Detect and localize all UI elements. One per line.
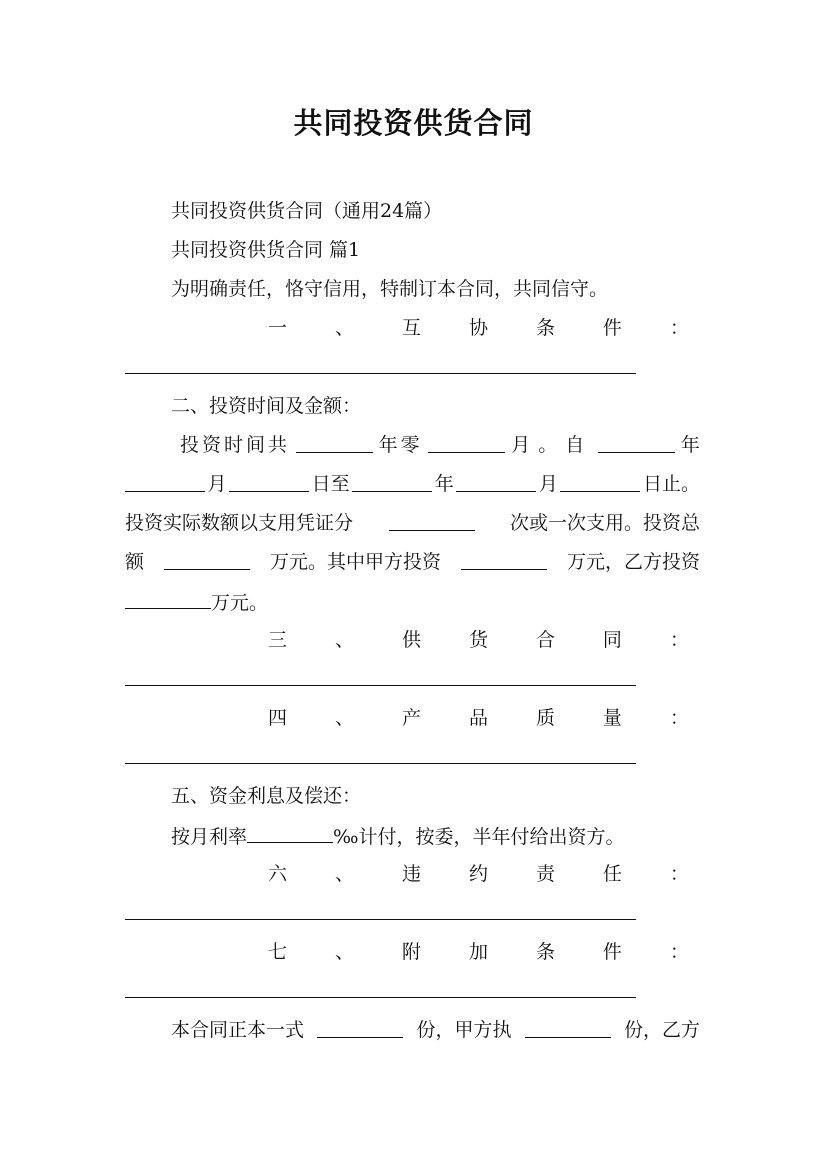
text-span: 投资时间共	[180, 434, 291, 456]
heading-char: 约	[468, 863, 488, 885]
heading-char: ：	[669, 941, 689, 963]
blank-field	[560, 471, 640, 492]
clause-heading-2: 二、投资时间及金额：	[171, 395, 362, 417]
blank-field	[229, 471, 309, 492]
paragraph-line	[171, 1017, 700, 1043]
text-span: 份，乙方	[623, 1019, 700, 1041]
heading-char: 品	[468, 707, 488, 729]
heading-char: 加	[468, 941, 488, 963]
heading-char: 六	[268, 863, 288, 885]
heading-char: 件	[602, 317, 622, 339]
text-span: 额	[125, 551, 145, 573]
blank-field	[164, 549, 250, 570]
heading-char: 条	[535, 941, 555, 963]
heading-char: 产	[401, 707, 421, 729]
text-span: 次或一次支用。投资总	[509, 512, 700, 534]
fill-in-line	[125, 763, 636, 764]
heading-char: 附	[401, 941, 421, 963]
heading-char: 、	[334, 863, 354, 885]
clause-heading-5: 五、资金利息及偿还：	[171, 785, 362, 807]
heading-char: ：	[669, 863, 689, 885]
text-span: 年	[680, 434, 700, 456]
heading-char: 任	[602, 863, 622, 885]
blank-field	[125, 471, 205, 492]
text-span: 万元。	[211, 592, 269, 614]
blank-field	[461, 549, 547, 570]
clause-heading-1	[268, 315, 689, 341]
heading-char: 协	[468, 317, 488, 339]
text-span: 投资实际数额以支用凭证分	[125, 512, 354, 534]
blank-field	[125, 588, 211, 609]
text-span: ‰计付，按委，半年付给出资方。	[333, 826, 625, 848]
blank-field	[317, 1017, 403, 1038]
subtitle: 共同投资供货合同（通用24篇）	[171, 200, 443, 222]
blank-field	[389, 510, 475, 531]
heading-char: 同	[602, 629, 622, 651]
heading-char: ：	[669, 707, 689, 729]
intro-paragraph: 为明确责任，恪守信用，特制订本合同，共同信守。	[171, 278, 609, 300]
blank-field	[352, 471, 432, 492]
blank-field	[247, 822, 333, 843]
blank-field	[428, 432, 505, 453]
heading-char: ：	[669, 317, 689, 339]
heading-char: 三	[268, 629, 288, 651]
heading-char: 、	[334, 707, 354, 729]
heading-char: 量	[602, 707, 622, 729]
heading-char: 、	[334, 941, 354, 963]
heading-char: 一	[268, 317, 288, 339]
heading-char: 、	[334, 317, 354, 339]
paragraph-line	[125, 510, 700, 536]
heading-char: ：	[669, 629, 689, 651]
clause-heading-4	[268, 705, 689, 731]
paragraph-line	[125, 549, 700, 575]
heading-char: 互	[401, 317, 421, 339]
fill-in-line	[125, 919, 636, 920]
text-span: 按月利率	[171, 826, 248, 848]
heading-char: 、	[334, 629, 354, 651]
heading-char: 货	[468, 629, 488, 651]
text-span: 日至	[311, 473, 350, 495]
text-span: 月。自	[511, 434, 593, 456]
paragraph-line	[180, 432, 700, 458]
blank-field	[296, 432, 373, 453]
text-span: 万元，乙方投资	[566, 551, 700, 573]
blank-field	[456, 471, 536, 492]
text-span: 份，甲方执	[416, 1019, 512, 1041]
blank-field	[598, 432, 675, 453]
blank-field	[525, 1017, 611, 1038]
heading-char: 供	[401, 629, 421, 651]
heading-char: 七	[268, 941, 288, 963]
text-span: 年零	[378, 434, 423, 456]
text-span: 万元。其中甲方投资	[269, 551, 441, 573]
paragraph-line	[125, 471, 700, 497]
clause-heading-6	[268, 861, 689, 887]
paragraph-line	[171, 822, 625, 850]
text-span: 月	[538, 473, 558, 495]
fill-in-line	[125, 685, 636, 686]
heading-char: 质	[535, 707, 555, 729]
text-span: 本合同正本一式	[171, 1019, 305, 1041]
heading-char: 四	[268, 707, 288, 729]
clause-heading-3	[268, 627, 689, 653]
fill-in-line	[125, 373, 636, 374]
paragraph-line	[125, 588, 268, 616]
document-title: 共同投资供货合同	[293, 106, 534, 140]
heading-char: 件	[602, 941, 622, 963]
heading-char: 合	[535, 629, 555, 651]
text-span: 月	[207, 473, 227, 495]
fill-in-line	[125, 997, 636, 998]
text-span: 年	[434, 473, 454, 495]
section-heading: 共同投资供货合同 篇1	[171, 239, 361, 261]
heading-char: 责	[535, 863, 555, 885]
text-span: 日止。	[642, 473, 700, 495]
heading-char: 违	[401, 863, 421, 885]
clause-heading-7	[268, 939, 689, 965]
heading-char: 条	[535, 317, 555, 339]
